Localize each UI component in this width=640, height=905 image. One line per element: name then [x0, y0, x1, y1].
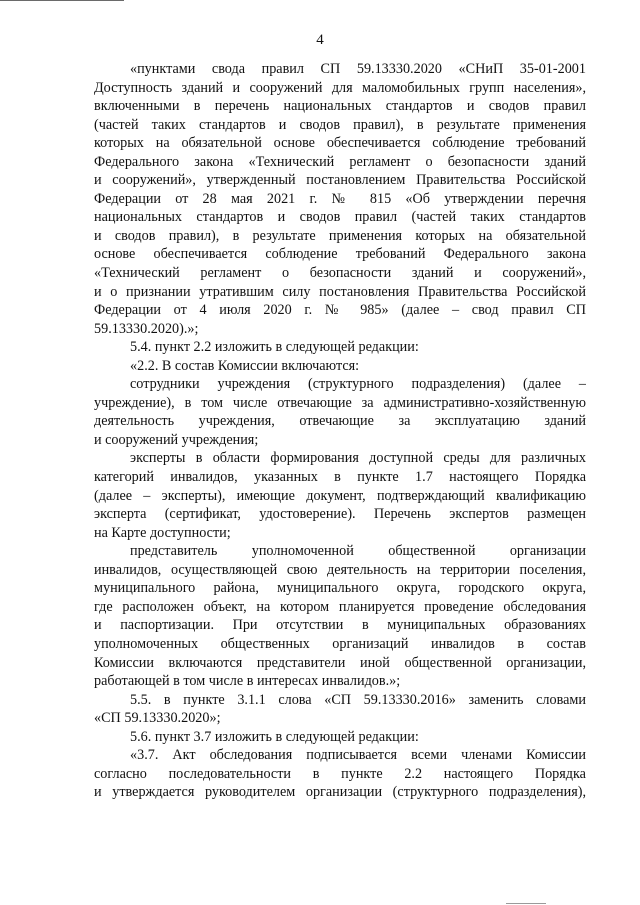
text-line: национальных стандартов и сводов правил (частей таких стандартов — [94, 209, 586, 226]
text-line: работающей в том числе в интересах инвалидов.»; — [94, 673, 401, 690]
text-line: на Карте доступности; — [94, 524, 231, 541]
text-line: Федерации от 28 мая 2021 г. № 815 «Об утверждении перечня — [94, 190, 586, 207]
document-body — [94, 60, 586, 802]
text-line: «Технический регламент о безопасности зданий и сооружений», — [94, 265, 586, 282]
text-line: представитель уполномоченной общественной организации — [130, 543, 586, 560]
text-line: инвалидов, осуществляющей свою деятельность на территории поселения, — [94, 561, 586, 578]
text-line: где расположен объект, на котором планируется проведение обследования — [94, 598, 586, 615]
text-line: эксперты в области формирования доступной среды для различных — [130, 450, 586, 467]
top-rule — [0, 0, 124, 1]
text-line: Доступность зданий и сооружений для маломобильных групп населения», — [94, 79, 586, 96]
text-line: и утверждается руководителем организации (структурного подразделения), — [94, 784, 586, 801]
text-line: согласно последовательности в пункте 2.2 настоящего Порядка — [94, 765, 586, 782]
text-line: 5.5. в пункте 3.1.1 слова «СП 59.13330.2016» заменить словами — [130, 691, 586, 708]
text-line: сотрудники учреждения (структурного подразделения) (далее – — [130, 376, 586, 393]
text-line: «2.2. В состав Комиссии включаются: — [130, 357, 360, 374]
text-line: включенными в перечень национальных стандартов и сводов правил — [94, 98, 586, 115]
page-number: 4 — [316, 32, 324, 48]
text-line: Федерального закона «Технический регламент о безопасности зданий — [94, 153, 586, 170]
text-line: муниципального района, муниципального округа, городского округа, — [94, 580, 586, 597]
text-line: основе обеспечивается соблюдение требований Федерального закона — [94, 246, 586, 263]
text-line: Комиссии включаются представители иной общественной организации, — [94, 654, 586, 671]
text-line: и сооружений учреждения; — [94, 431, 259, 448]
text-line: 5.6. пункт 3.7 изложить в следующей редакции: — [130, 728, 419, 745]
text-line: 59.13330.2020).»; — [94, 320, 199, 337]
text-line: и сводов правил), в результате применения которых на обязательной — [94, 227, 586, 244]
text-line: и паспортизации. При отсутствии в муниципальных образованиях — [94, 617, 586, 634]
text-line: которых на обязательной основе обеспечивается соблюдение требований — [94, 135, 586, 152]
text-line: учреждение), в том числе отвечающие за административно-хозяйственную — [94, 394, 586, 411]
text-line: «пунктами свода правил СП 59.13330.2020 «СНиП 35-01-2001 — [130, 61, 586, 77]
text-line: деятельность учреждения, отвечающие за эксплуатацию зданий — [94, 413, 586, 430]
text-line: 5.4. пункт 2.2 изложить в следующей редакции: — [130, 339, 419, 356]
bottom-rule — [506, 903, 546, 904]
text-line: эксперта (сертификат, удостоверение). Перечень экспертов размещен — [94, 506, 586, 523]
text-line: и о признании утратившим силу постановления Правительства Российской — [94, 283, 586, 300]
text-line: (частей таких стандартов и сводов правил), в результате применения — [94, 116, 586, 133]
text-line: «СП 59.13330.2020»; — [94, 710, 221, 727]
text-line: (далее – эксперты), имеющие документ, подтверждающий квалификацию — [94, 487, 586, 504]
text-line: «3.7. Акт обследования подписывается всеми членами Комиссии — [130, 747, 586, 764]
text-line: уполномоченных общественных организаций инвалидов в состав — [94, 635, 586, 652]
text-line: категорий инвалидов, указанных в пункте 1.7 настоящего Порядка — [94, 469, 586, 486]
text-line: и сооружений», утвержденный постановлением Правительства Российской — [94, 172, 586, 189]
text-line: Федерации от 4 июля 2020 г. № 985» (далее – свод правил СП — [94, 302, 586, 319]
